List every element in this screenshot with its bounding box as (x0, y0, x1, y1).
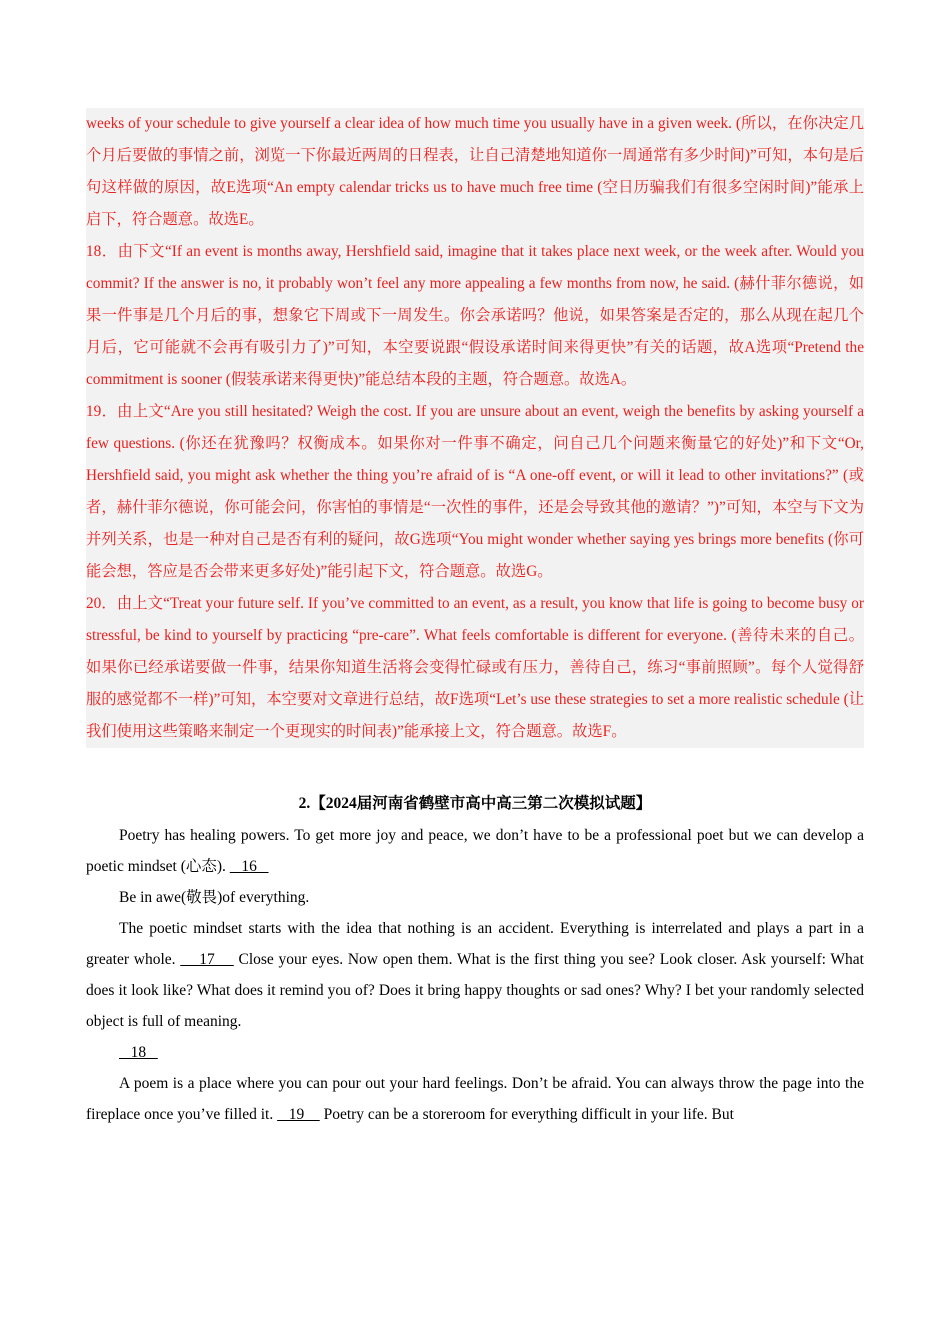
answer-17-continued: weeks of your schedule to give yourself a clear idea of how much time you usually have in a given week. (所以，在你决定几个月后要做的事情之前，浏览一下你最近两周的日程表，让自己清楚地知道你一周通常有多少时间)”可知，本句是后句这样做的原因，故E选项“An empty calendar tricks us to have much free time (空日历骗我们有很多空闲时间)”能承上启下，符合题意。故选E。 (86, 115, 864, 228)
paragraph-text: Poetry can be a storeroom for everything difficult in your life. But (319, 1106, 734, 1123)
passage-paragraph-1 (86, 820, 864, 882)
paragraph-text: A poem is a place where you can pour out your hard feelings. Don’t be afraid. You can always throw the page into the fireplace once you’ve filled it. (86, 1075, 864, 1123)
paragraph-text: Poetry has healing powers. To get more joy and peace, we don’t have to be a professional poet but we can develop a poetic mindset (心态). (86, 827, 864, 875)
answer-19: 19．由上文“Are you still hesitated? Weigh the cost. If you are unsure about an event, weigh the benefits by asking yourself a few questions. (你还在犹豫吗？权衡成本。如果你对一件事不确定，问自己几个问题来衡量它的好处)”和下文“Or, Hershfield said, you might ask whether the thing you’re afraid of is “A one-off event, or will it lead to other invitations?” (或者，赫什菲尔德说，你可能会问，你害怕的事情是“一次性的事件，还是会导致其他的邀请？”)”可知，本空与下文为并列关系，也是一种对自己是否有利的疑问，故G选项“You might wonder whether saying yes brings more benefits (你可能会想，答应是否会带来更多好处)”能引起下文，符合题意。故选G。 (86, 403, 864, 580)
blank-16: 16 (229, 858, 269, 875)
blank-19: 19 (277, 1106, 320, 1123)
passage (86, 820, 864, 1130)
passage-paragraph-5 (86, 1068, 864, 1130)
passage-paragraph-4 (86, 1037, 864, 1068)
blank-18: 18 (119, 1044, 158, 1061)
passage-paragraph-3 (86, 913, 864, 1037)
section-heading: 2.【2024届河南省鹤壁市高中高三第二次模拟试题】 (298, 795, 652, 812)
answer-18: 18．由下文“If an event is months away, Hershfield said, imagine that it takes place next week, or the week after. Would you commit? If the answer is no, it probably won’t feel any more appealing a few months from now, he said. (赫什菲尔德说，如果一件事是几个月后的事，想象它下周或下一周发生。你会承诺吗？他说，如果答案是否定的，那么从现在起几个月后，它可能就不会再有吸引力了)”可知，本空要说跟“假设承诺时间来得更快”有关的话题，故A选项“Pretend the commitment is sooner (假装承诺来得更快)”能总结本段的主题，符合题意。故选A。 (86, 243, 864, 388)
answer-20: 20．由上文“Treat your future self. If you’ve committed to an event, as a result, you know that life is going to become busy or stressful, be kind to yourself by practicing “pre-care”. What feels comfortable is different for everyone. (善待未来的自己。如果你已经承诺要做一件事，结果你知道生活将会变得忙碌或有压力，善待自己，练习“事前照顾”。每个人觉得舒服的感觉都不一样)”可知，本空要对文章进行总结，故F选项“Let’s use these strategies to set a more realistic schedule (让我们使用这些策略来制定一个更现实的时间表)”能承接上文，符合题意。故选F。 (86, 595, 864, 740)
answer-explanation-box (86, 108, 864, 748)
paragraph-text: The poetic mindset starts with the idea that nothing is an accident. Everything is interrelated and plays a part in a greater whole. (86, 920, 864, 968)
paragraph-text: Close your eyes. Now open them. What is the first thing you see? Look closer. Ask yourself: What does it look like? What does it remind you of? Does it bring happy thoughts or sad ones? Why? I bet your randomly selected object is full of meaning. (86, 951, 864, 1030)
passage-paragraph-2: Be in awe(敬畏)of everything. (119, 889, 310, 906)
document-page (86, 108, 864, 1130)
blank-17: 17 (180, 951, 234, 968)
